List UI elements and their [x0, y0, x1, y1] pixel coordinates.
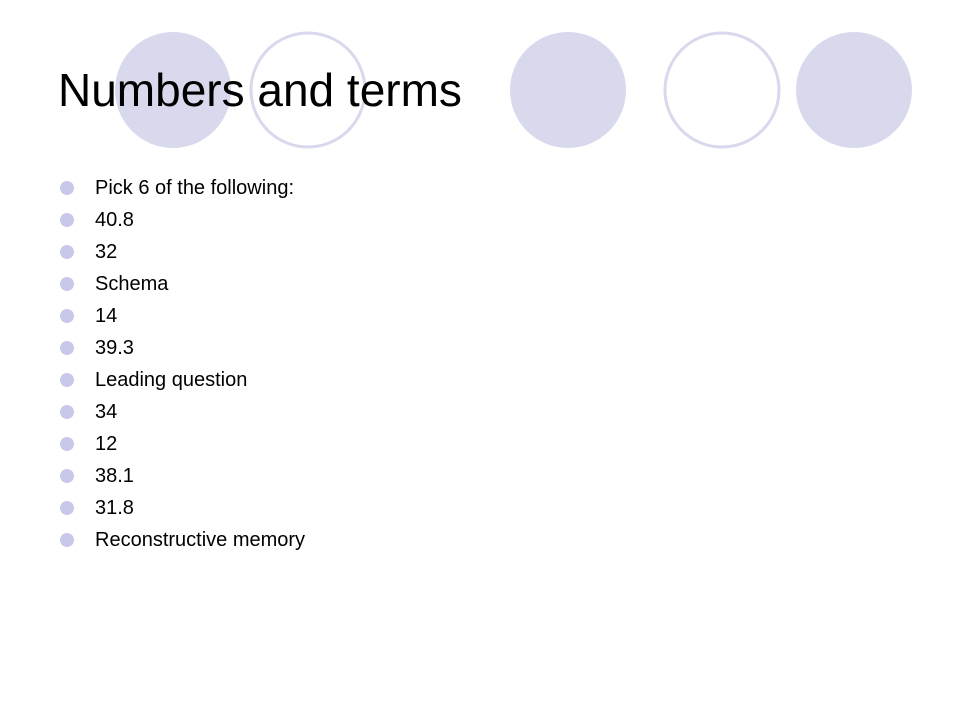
list-item	[60, 332, 305, 364]
list-item	[60, 236, 305, 268]
list-item-label: Pick 6 of the following:	[95, 177, 294, 199]
list-item-label: 34	[95, 401, 118, 423]
bullet-icon	[60, 181, 74, 195]
bullet-icon	[60, 309, 74, 323]
bullet-icon	[60, 277, 74, 291]
bullet-icon	[60, 469, 74, 483]
list-item-label: Schema	[95, 273, 169, 295]
list-item	[60, 204, 305, 236]
list-item-label: Reconstructive memory	[95, 529, 306, 551]
list-item-label: 40.8	[95, 209, 134, 231]
list-item	[60, 460, 305, 492]
decorative-circle-filled	[796, 32, 912, 148]
list-item	[60, 364, 305, 396]
bullet-icon	[60, 245, 74, 259]
list-item	[60, 268, 305, 300]
bullet-icon	[60, 213, 74, 227]
list-item	[60, 172, 305, 204]
list-item-label: 31.8	[95, 497, 134, 519]
list-item	[60, 492, 305, 524]
bullet-icon	[60, 405, 74, 419]
list-item-label: 38.1	[95, 465, 134, 487]
decorative-circle-filled	[510, 32, 626, 148]
list-item-label: 32	[95, 241, 118, 263]
bullet-icon	[60, 373, 74, 387]
slide-title: Numbers and terms	[58, 64, 462, 116]
list-item-label: 14	[95, 305, 118, 327]
list-item-label: 12	[95, 433, 118, 455]
list-item	[60, 524, 305, 556]
bullet-icon	[60, 437, 74, 451]
list-item-label: Leading question	[95, 369, 248, 391]
list-item	[60, 300, 305, 332]
bullet-icon	[60, 533, 74, 547]
list-item-label: 39.3	[95, 337, 134, 359]
bullet-list	[60, 172, 305, 556]
bullet-icon	[60, 501, 74, 515]
decorative-circle-outline	[665, 33, 779, 147]
list-item	[60, 428, 305, 460]
bullet-icon	[60, 341, 74, 355]
list-item	[60, 396, 305, 428]
